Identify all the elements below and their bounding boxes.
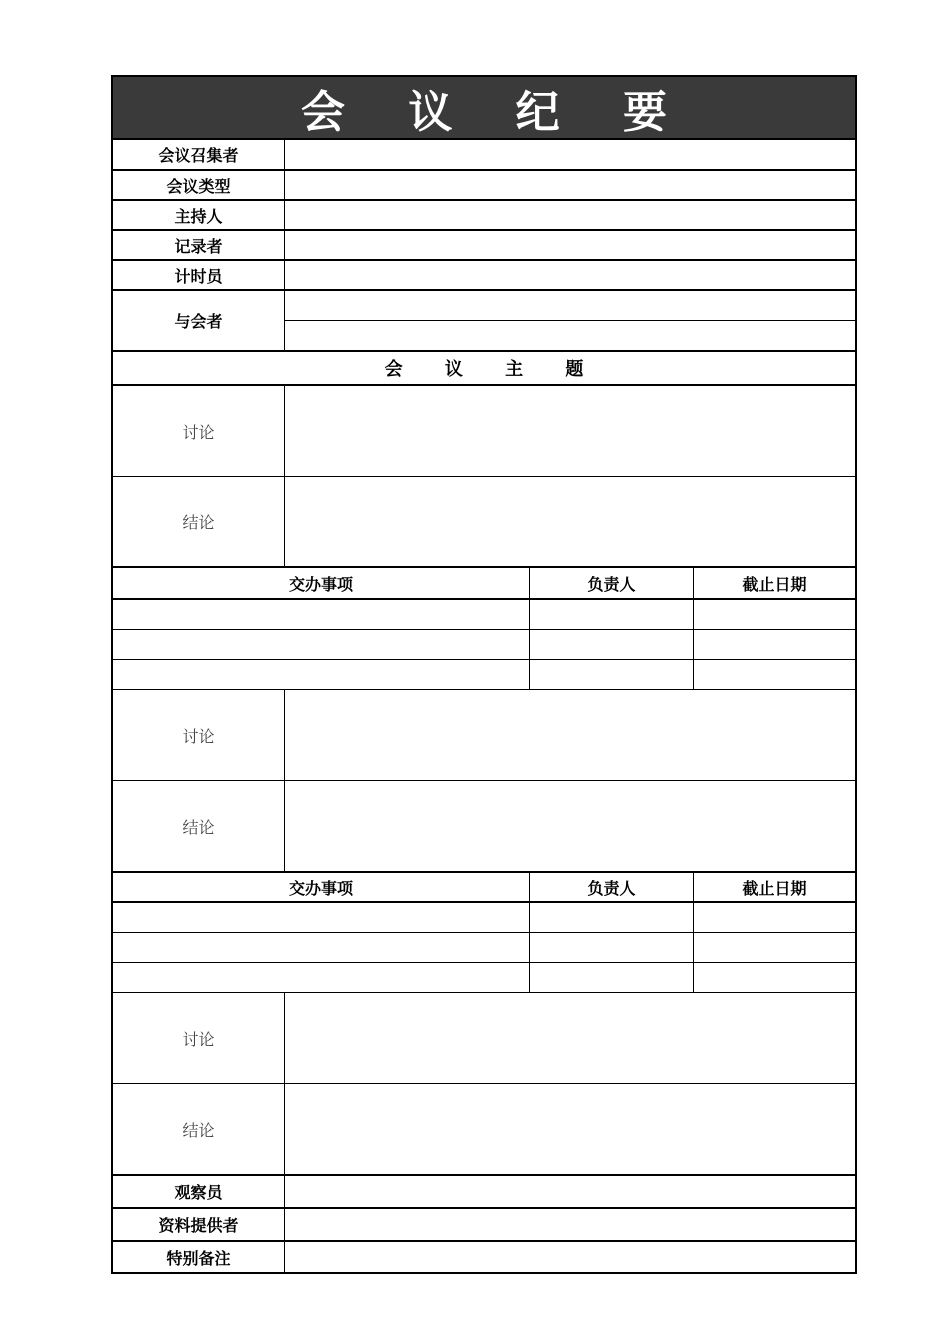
owner-column-header: 负责人 <box>587 878 636 898</box>
deadline-input[interactable] <box>694 903 855 932</box>
deadline-column-header: 截止日期 <box>742 574 807 594</box>
task-input[interactable] <box>113 963 529 992</box>
owner-input[interactable] <box>530 963 693 992</box>
owner-input[interactable] <box>530 660 693 689</box>
conclusion-input[interactable] <box>285 477 855 566</box>
task-input[interactable] <box>113 660 529 689</box>
owner-input[interactable] <box>530 630 693 659</box>
owner-input[interactable] <box>530 933 693 962</box>
discussion-row <box>113 386 855 476</box>
task-row <box>113 903 855 932</box>
field-row-convener <box>113 140 855 169</box>
conclusion-row <box>113 1084 855 1174</box>
column-divider <box>529 873 530 992</box>
column-divider <box>693 568 694 689</box>
deadline-input[interactable] <box>694 600 855 629</box>
materials-provider-input[interactable] <box>285 1209 855 1240</box>
conclusion-row <box>113 477 855 566</box>
field-row-recorder <box>113 231 855 259</box>
column-divider <box>284 993 285 1272</box>
column-divider <box>284 690 285 871</box>
task-row <box>113 630 855 659</box>
conclusion-label: 结论 <box>182 513 215 532</box>
divider <box>285 320 855 321</box>
deadline-column-header: 截止日期 <box>742 878 807 898</box>
field-label: 记录者 <box>174 236 223 256</box>
owner-column-header: 负责人 <box>587 574 636 594</box>
discussion-label: 讨论 <box>182 1029 215 1049</box>
host-input[interactable] <box>285 201 855 229</box>
timekeeper-input[interactable] <box>285 261 855 289</box>
deadline-input[interactable] <box>694 630 855 659</box>
task-input[interactable] <box>113 630 529 659</box>
owner-input[interactable] <box>530 903 693 932</box>
task-row <box>113 660 855 689</box>
topic-header: 会 议 主 题 <box>384 359 602 380</box>
field-row-meeting-type <box>113 171 855 199</box>
special-notes-input[interactable] <box>285 1242 855 1272</box>
task-row <box>113 600 855 629</box>
field-label: 特别备注 <box>166 1248 231 1268</box>
field-row-observer <box>113 1176 855 1207</box>
field-row-host <box>113 201 855 229</box>
recorder-input[interactable] <box>285 231 855 259</box>
owner-input[interactable] <box>530 600 693 629</box>
task-row <box>113 933 855 962</box>
deadline-input[interactable] <box>694 660 855 689</box>
meeting-type-input[interactable] <box>285 171 855 199</box>
field-label: 资料提供者 <box>158 1216 239 1235</box>
discussion-input[interactable] <box>285 993 855 1083</box>
column-divider <box>693 873 694 992</box>
observer-input[interactable] <box>285 1176 855 1207</box>
field-label: 会议类型 <box>166 176 231 196</box>
conclusion-row <box>113 781 855 871</box>
conclusion-label: 结论 <box>182 817 215 837</box>
column-divider <box>284 140 285 350</box>
conclusion-input[interactable] <box>285 1084 855 1174</box>
task-row <box>113 963 855 992</box>
discussion-label: 讨论 <box>182 422 215 442</box>
task-input[interactable] <box>113 933 529 962</box>
topic-header-row <box>113 352 855 384</box>
conclusion-label: 结论 <box>182 1120 215 1140</box>
form-title: 会 议 纪 要 <box>113 77 855 138</box>
attendees-input[interactable] <box>285 321 855 350</box>
meeting-minutes-form <box>111 75 857 1274</box>
field-label: 会议召集者 <box>158 146 239 165</box>
column-divider <box>529 568 530 689</box>
discussion-input[interactable] <box>285 690 855 780</box>
task-input[interactable] <box>113 600 529 629</box>
field-row-special-notes <box>113 1242 855 1272</box>
field-label: 主持人 <box>174 206 223 226</box>
field-label: 计时员 <box>174 266 223 286</box>
discussion-input[interactable] <box>285 386 855 476</box>
conclusion-input[interactable] <box>285 781 855 871</box>
task-header-row <box>113 873 855 901</box>
field-row-materials-provider <box>113 1209 855 1240</box>
task-column-header: 交办事项 <box>288 878 353 898</box>
task-input[interactable] <box>113 903 529 932</box>
deadline-input[interactable] <box>694 933 855 962</box>
convener-input[interactable] <box>285 140 855 169</box>
task-column-header: 交办事项 <box>288 574 353 594</box>
field-label: 与会者 <box>174 312 223 331</box>
discussion-label: 讨论 <box>182 726 215 746</box>
task-header-row <box>113 568 855 598</box>
field-row-timekeeper <box>113 261 855 289</box>
deadline-input[interactable] <box>694 963 855 992</box>
discussion-row <box>113 993 855 1083</box>
discussion-row <box>113 690 855 780</box>
column-divider <box>284 386 285 566</box>
attendees-input[interactable] <box>285 291 855 320</box>
field-label: 观察员 <box>174 1183 223 1202</box>
